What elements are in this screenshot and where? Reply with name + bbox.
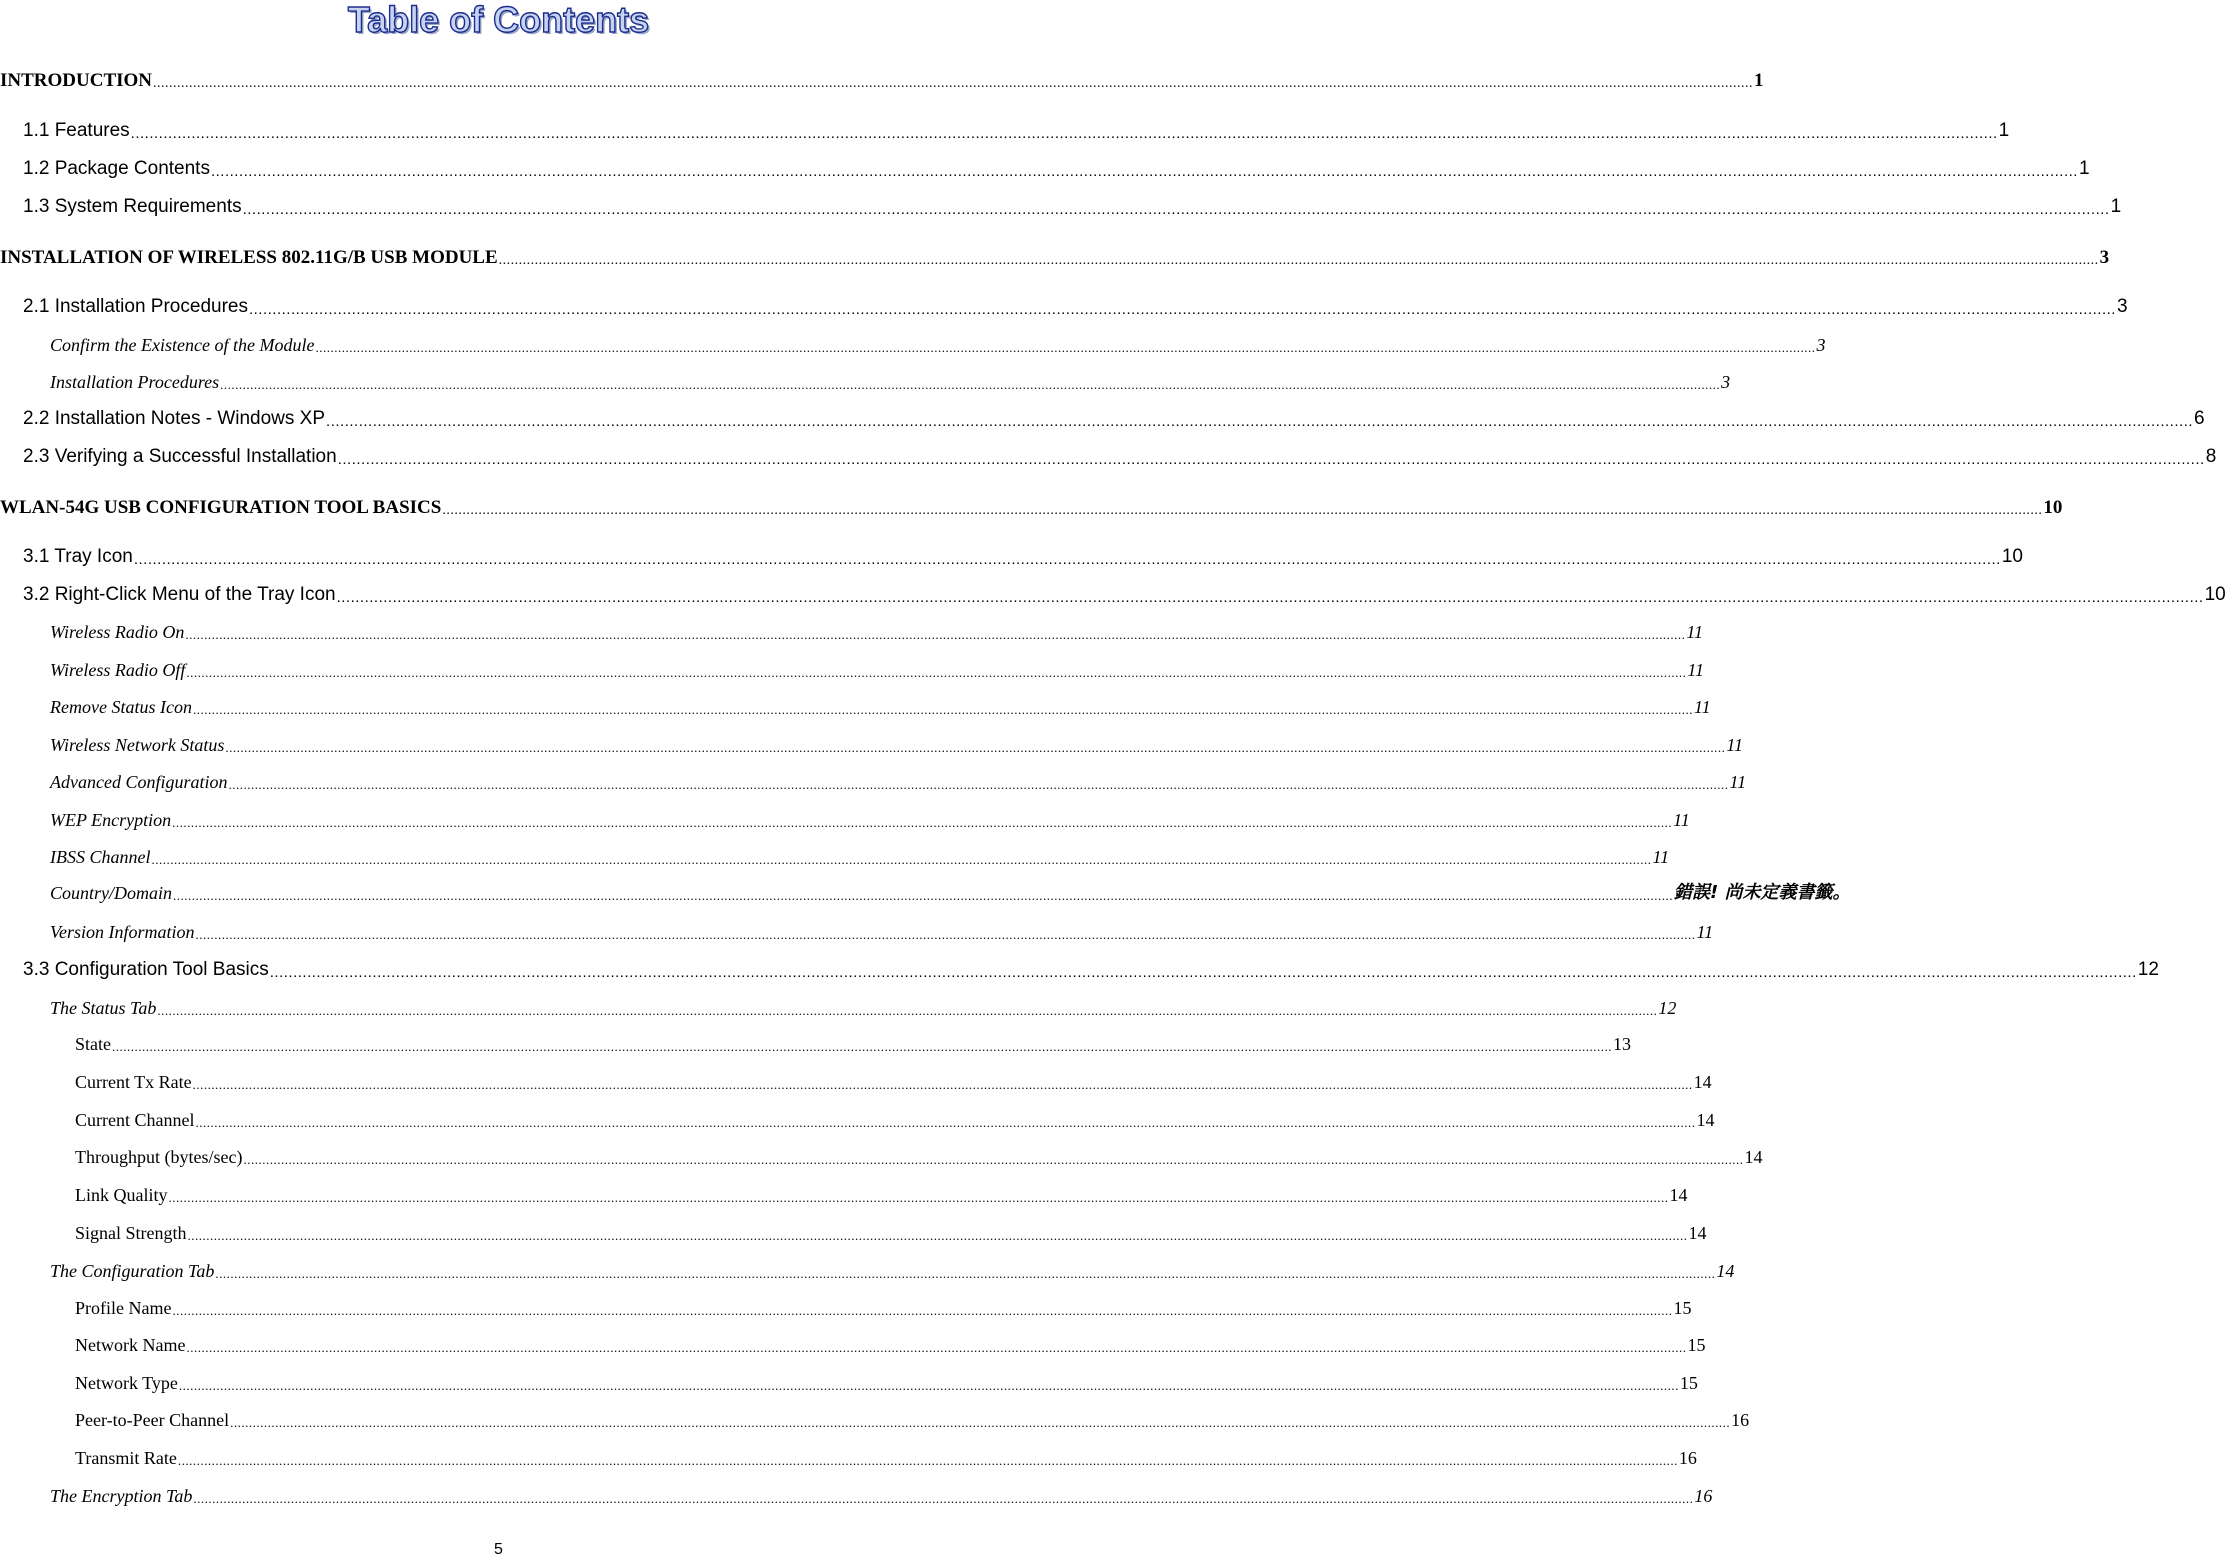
toc-entry[interactable] (0, 497, 2063, 519)
dot-leader: ................................................................................................................................................................................................................................................................................................................................................................................................................ (192, 702, 1693, 717)
toc-entry-page: 15 (1679, 1373, 1698, 1393)
toc-entry[interactable] (75, 1184, 1688, 1206)
toc-entry-title: 3.1 Tray Icon (23, 546, 133, 567)
toc-entry-title: The Status Tab (50, 998, 157, 1018)
toc-entry-title: The Configuration Tab (50, 1261, 215, 1281)
dot-leader: ................................................................................................................................................................................................................................................................................................................................................................................................................ (168, 1190, 1669, 1205)
toc-entry-title: Peer-to-Peer Channel (75, 1410, 230, 1430)
toc-entry-page: 3 (2116, 296, 2128, 317)
toc-entry-page: 16 (1731, 1410, 1750, 1430)
toc-entry[interactable] (50, 921, 1714, 943)
toc-entry[interactable] (23, 194, 2122, 218)
toc-entry[interactable] (23, 544, 2023, 568)
toc-entry-title: 2.2 Installation Notes - Windows XP (23, 408, 326, 429)
toc-entry-title: 1.1 Features (23, 120, 130, 141)
toc-entry[interactable] (75, 1297, 1692, 1319)
toc-entry-title: Transmit Rate (75, 1448, 177, 1468)
toc-entry-page: 11 (1673, 810, 1690, 830)
toc-entry-page: 15 (1687, 1335, 1706, 1355)
dot-leader: ................................................................................................................................................................................................................................................................................................................................................................................................................ (177, 1453, 1678, 1468)
toc-entry-title: WEP Encryption (50, 810, 172, 830)
dot-leader: ................................................................................................................................................................................................................................................................................................................................................................................................................ (498, 253, 2099, 268)
toc-entry[interactable] (75, 1109, 1715, 1131)
toc-entry-page: 8 (2205, 446, 2217, 467)
dot-leader: ................................................................................................................................................................................................................................................................................................................................................................................................................ (133, 551, 2001, 568)
toc-entry-title: Throughput (bytes/sec) (75, 1147, 243, 1167)
dot-leader: ................................................................................................................................................................................................................................................................................................................................................................................................................ (173, 888, 1674, 903)
toc-entry[interactable] (23, 444, 2217, 468)
dot-leader: ................................................................................................................................................................................................................................................................................................................................................................................................................ (243, 1152, 1744, 1167)
toc-entry-title: Installation Procedures (50, 372, 220, 392)
dot-leader: ................................................................................................................................................................................................................................................................................................................................................................................................................ (186, 665, 1687, 680)
toc-entry-page: 6 (2194, 408, 2205, 429)
toc-entry[interactable] (23, 406, 2205, 430)
toc-entry[interactable] (23, 582, 2226, 606)
dot-leader: ................................................................................................................................................................................................................................................................................................................................................................................................................ (336, 589, 2204, 606)
toc-entry[interactable] (50, 371, 1731, 393)
dot-leader: ................................................................................................................................................................................................................................................................................................................................................................................................................ (178, 1378, 1679, 1393)
toc-entry[interactable] (50, 696, 1711, 718)
toc-error-message: 錯誤! 尚未定義書籤。 (1674, 882, 1851, 903)
toc-entry-page: 11 (1729, 772, 1747, 792)
dot-leader: ................................................................................................................................................................................................................................................................................................................................................................................................................ (442, 503, 2043, 518)
toc-entry[interactable] (23, 294, 2128, 318)
toc-entry-page: 3 (2099, 247, 2110, 268)
page-title: Table of Contents (347, 0, 650, 40)
toc-entry-title: 1.2 Package Contents (23, 158, 210, 179)
dot-leader: ................................................................................................................................................................................................................................................................................................................................................................................................................ (326, 413, 2194, 430)
dot-leader: ................................................................................................................................................................................................................................................................................................................................................................................................................ (157, 1003, 1658, 1018)
toc-entry-page: 1 (1998, 120, 2010, 141)
toc-entry-page: 10 (2001, 546, 2023, 567)
dot-leader: ................................................................................................................................................................................................................................................................................................................................................................................................................ (269, 964, 2137, 981)
toc-entry-title: Confirm the Existence of the Module (50, 335, 315, 355)
dot-leader: ................................................................................................................................................................................................................................................................................................................................................................................................................ (195, 1115, 1696, 1130)
toc-entry-page: 16 (1694, 1486, 1713, 1506)
toc-entry-title: Signal Strength (75, 1223, 187, 1243)
dot-leader: ................................................................................................................................................................................................................................................................................................................................................................................................................ (215, 1266, 1716, 1281)
toc-entry[interactable] (0, 247, 2110, 269)
toc-entry-page: 11 (1696, 922, 1714, 942)
dot-leader: ................................................................................................................................................................................................................................................................................................................................................................................................................ (192, 1077, 1693, 1092)
toc-entry[interactable] (50, 334, 1826, 356)
toc-entry-title: Profile Name (75, 1298, 172, 1318)
toc-entry-page: 12 (2137, 959, 2159, 980)
toc-entry[interactable] (50, 659, 1704, 681)
toc-entry[interactable] (75, 1071, 1712, 1093)
toc-entry[interactable] (50, 1485, 1713, 1507)
dot-leader: ................................................................................................................................................................................................................................................................................................................................................................................................................ (248, 301, 2116, 318)
toc-entry[interactable] (50, 846, 1670, 868)
toc-entry[interactable] (75, 1372, 1698, 1394)
toc-entry-page: 3 (1721, 372, 1731, 392)
toc-entry-page: 11 (1693, 697, 1711, 717)
toc-entry-page: 14 (1669, 1185, 1688, 1205)
toc-entry[interactable] (50, 621, 1703, 643)
dot-leader: ................................................................................................................................................................................................................................................................................................................................................................................................................ (193, 1491, 1694, 1506)
toc-entry-title: INTRODUCTION (0, 70, 153, 91)
toc-entry-title: Advanced Configuration (50, 772, 228, 792)
toc-entry-page: 11 (1687, 660, 1704, 680)
toc-entry-title: 2.3 Verifying a Successful Installation (23, 446, 337, 467)
dot-leader: ................................................................................................................................................................................................................................................................................................................................................................................................................ (186, 1340, 1687, 1355)
toc-entry[interactable] (75, 1222, 1707, 1244)
toc-entry-title: INSTALLATION OF WIRELESS 802.11G/B USB MODULE (0, 247, 498, 268)
toc-entry-page: 16 (1678, 1448, 1697, 1468)
toc-entry[interactable] (23, 957, 2159, 981)
toc-entry[interactable] (50, 809, 1690, 831)
toc-entry-page: 11 (1652, 847, 1670, 867)
toc-entry[interactable] (0, 70, 1764, 92)
toc-entry[interactable] (75, 1447, 1697, 1469)
toc-entry-page: 14 (1744, 1147, 1763, 1167)
toc-entry[interactable] (23, 156, 2090, 180)
toc-entry-page: 1 (2078, 158, 2090, 179)
toc-entry-page: 10 (2204, 584, 2226, 605)
toc-entry[interactable] (23, 118, 2010, 142)
toc-entry-page: 11 (1726, 735, 1744, 755)
dot-leader: ................................................................................................................................................................................................................................................................................................................................................................................................................ (225, 740, 1726, 755)
toc-entry-title: State (75, 1034, 111, 1054)
toc-entry-title: Country/Domain (50, 883, 173, 903)
toc-entry-title: 3.2 Right-Click Menu of the Tray Icon (23, 584, 336, 605)
dot-leader: ................................................................................................................................................................................................................................................................................................................................................................................................................ (242, 201, 2110, 218)
dot-leader: ................................................................................................................................................................................................................................................................................................................................................................................................................ (185, 627, 1686, 642)
dot-leader: ................................................................................................................................................................................................................................................................................................................................................................................................................ (153, 76, 1754, 91)
toc-entry[interactable] (50, 997, 1677, 1019)
dot-leader: ................................................................................................................................................................................................................................................................................................................................................................................................................ (210, 163, 2078, 180)
dot-leader: ................................................................................................................................................................................................................................................................................................................................................................................................................ (228, 777, 1729, 792)
toc-entry[interactable] (50, 771, 1747, 793)
toc-entry[interactable] (75, 1409, 1750, 1431)
dot-leader: ................................................................................................................................................................................................................................................................................................................................................................................................................ (172, 1303, 1673, 1318)
toc-entry[interactable] (75, 1033, 1631, 1055)
dot-leader: ................................................................................................................................................................................................................................................................................................................................................................................................................ (220, 377, 1721, 392)
toc-entry-page: 13 (1613, 1034, 1631, 1054)
toc-entry-page: 10 (2043, 497, 2063, 518)
toc-entry-title: Network Name (75, 1335, 186, 1355)
toc-entry[interactable] (75, 1146, 1763, 1168)
dot-leader: ................................................................................................................................................................................................................................................................................................................................................................................................................ (130, 125, 1998, 142)
toc-entry-title: Wireless Radio Off (50, 660, 186, 680)
toc-entry-title: Wireless Radio On (50, 622, 185, 642)
toc-entry[interactable] (50, 882, 1851, 904)
toc-entry-title: IBSS Channel (50, 847, 151, 867)
toc-entry-title: 3.3 Configuration Tool Basics (23, 959, 269, 980)
toc-entry-page: 15 (1673, 1298, 1692, 1318)
dot-leader: ................................................................................................................................................................................................................................................................................................................................................................................................................ (315, 340, 1816, 355)
toc-entry-title: WLAN-54G USB CONFIGURATION TOOL BASICS (0, 497, 442, 518)
dot-leader: ................................................................................................................................................................................................................................................................................................................................................................................................................ (172, 815, 1673, 830)
toc-entry-title: Link Quality (75, 1185, 168, 1205)
toc-entry[interactable] (50, 1260, 1735, 1282)
toc-entry-title: Current Channel (75, 1110, 195, 1130)
toc-entry[interactable] (75, 1334, 1706, 1356)
toc-entry-page: 11 (1686, 622, 1703, 642)
toc-entry-title: Wireless Network Status (50, 735, 225, 755)
toc-entry-title: Remove Status Icon (50, 697, 192, 717)
dot-leader: ................................................................................................................................................................................................................................................................................................................................................................................................................ (337, 451, 2205, 468)
dot-leader: ................................................................................................................................................................................................................................................................................................................................................................................................................ (187, 1228, 1688, 1243)
toc-entry-page: 12 (1658, 998, 1677, 1018)
page-number: 5 (494, 1541, 503, 1558)
toc-entry-page: 14 (1716, 1261, 1735, 1281)
toc-entry-page: 3 (1816, 335, 1826, 355)
toc-entry[interactable] (50, 734, 1744, 756)
toc-entry-page: 1 (2110, 196, 2122, 217)
toc-entry-title: The Encryption Tab (50, 1486, 193, 1506)
toc-entry-page: 1 (1754, 70, 1764, 91)
toc-entry-title: 1.3 System Requirements (23, 196, 242, 217)
toc-entry-title: Current Tx Rate (75, 1072, 192, 1092)
dot-leader: ................................................................................................................................................................................................................................................................................................................................................................................................................ (151, 852, 1652, 867)
toc-entry-title: 2.1 Installation Procedures (23, 296, 248, 317)
dot-leader: ................................................................................................................................................................................................................................................................................................................................................................................................................ (230, 1415, 1731, 1430)
toc-entry-title: Version Information (50, 922, 195, 942)
toc-entry-page: 14 (1696, 1110, 1715, 1130)
toc-entry-page: 14 (1693, 1072, 1712, 1092)
toc-entry-title: Network Type (75, 1373, 178, 1393)
dot-leader: ................................................................................................................................................................................................................................................................................................................................................................................................................ (195, 927, 1696, 942)
toc-entry-page: 14 (1688, 1223, 1707, 1243)
dot-leader: ................................................................................................................................................................................................................................................................................................................................................................................................................ (112, 1039, 1612, 1054)
